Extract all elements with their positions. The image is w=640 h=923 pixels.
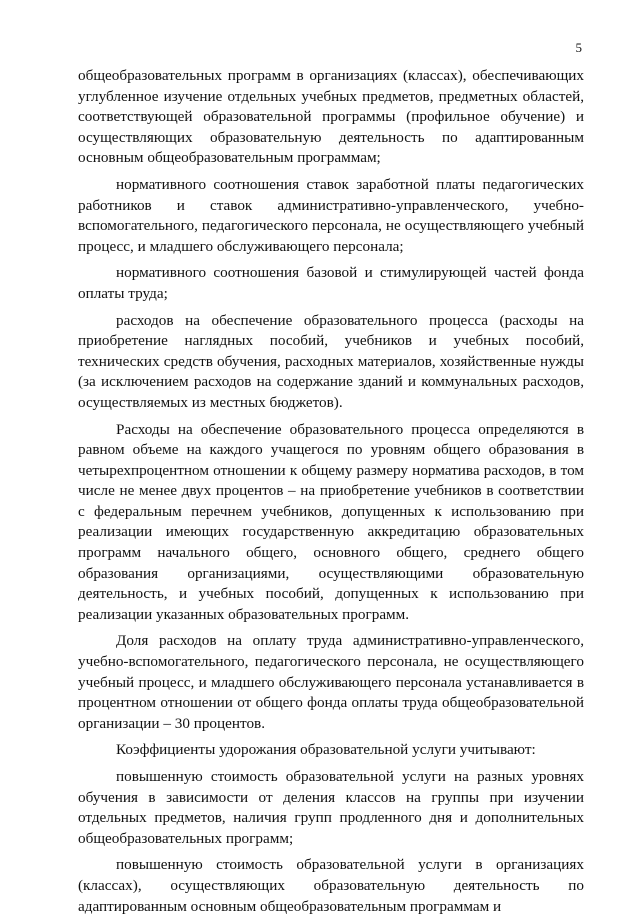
paragraph-labor-share: Доля расходов на оплату труда административно-управленческого, учебно-вспомогательного, педагогического персонала, не осуществляющего учебный процесс, и младшего обслуживающего персонала устанавливается в процентном отношении от общего фонда оплаты труда общеобразовательной организации – 30 процентов. xyxy=(78,632,584,732)
paragraph-educational-expenses: расходов на обеспечение образовательного процесса (расходы на приобретение наглядных пособий, учебников и учебных пособий, технических средств обучения, расходных материалов, хозяйственные нужды (за исключением расходов на содержание зданий и коммунальных расходов, осуществляемых из местных бюджетов). xyxy=(78,311,584,411)
paragraph-group-division: повышенную стоимость образовательной услуги на разных уровнях обучения в зависимости от деления классов на группы при изучении отдельных предметов, наличия групп продленного дня и дополнительных общеобразовательных программ; xyxy=(78,768,584,847)
paragraph-wage-fund-ratio: нормативного соотношения базовой и стимулирующей частей фонда оплаты труда; xyxy=(78,264,584,302)
document-body xyxy=(78,66,584,923)
paragraph-expenses-allocation: Расходы на обеспечение образовательного процесса определяются в равном объеме на каждого учащегося по уровням общего образования в четырехпроцентном отношении к общему размеру норматива расходов, в том числе не менее двух процентов – на приобретение учебников в соответствии с федеральным перечнем учебников, допущенных к использованию при реализации имеющих государственную аккредитацию образовательных программ начального общего, основного общего, среднего общего образования организациями, осуществляющими образовательную деятельность, и учебных пособий, допущенных к использованию при реализации указанных образовательных программ. xyxy=(78,420,584,623)
paragraph-cost-coefficients: Коэффициенты удорожания образовательной услуги учитывают: xyxy=(116,741,536,759)
page-number: 5 xyxy=(575,40,582,55)
paragraph-continuation: общеобразовательных программ в организациях (классах), обеспечивающих углубленное изучение отдельных учебных предметов, предметных областей, соответствующей образовательной программы (профильное обучение) и осуществляющих образовательную деятельность по адаптированным основным общеобразовательным программам; xyxy=(78,67,584,167)
paragraph-adapted-programs: повышенную стоимость образовательной услуги в организациях (классах), осуществляющих образовательную деятельность по адаптированным основным общеобразовательным программам и xyxy=(78,856,584,915)
paragraph-staff-ratio: нормативного соотношения ставок заработной платы педагогических работников и ставок административно-управленческого, учебно-вспомогательного, педагогического персонала, не осуществляющего учебный процесс, и младшего обслуживающего персонала; xyxy=(78,175,584,255)
